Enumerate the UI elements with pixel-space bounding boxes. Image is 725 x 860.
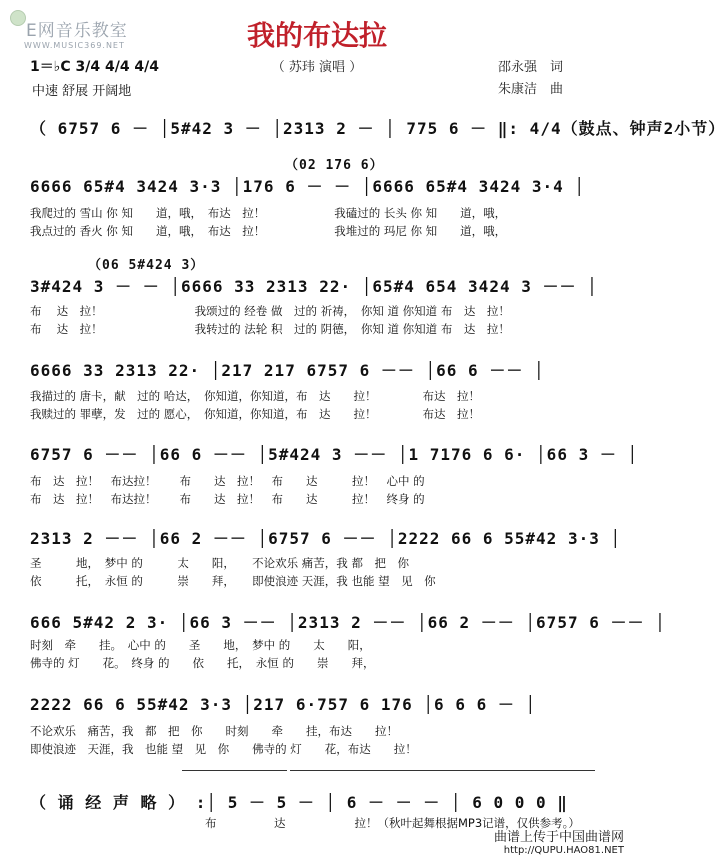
watermark-site: E网音乐教室 (26, 21, 128, 41)
lyrics-verse-1: 时刻 牵 挂。 心中 的 圣 地， 梦中 的 太 阳， (30, 638, 371, 652)
overlay-notation: （06 5#424 3） (88, 258, 205, 273)
footer-source: 曲谱上传于中国曲谱网 (493, 830, 624, 845)
lyrics-verse-2: 依 托， 永恒 的 崇 拜， 即使浪迹 天涯，我 也能 望 见 你 (30, 574, 436, 588)
notation-line: 2222 66 6 55#42 3·3 │217 6·757 6 176 │6 6 6 － │ (30, 695, 537, 714)
notation-line: 6666 33 2313 22· │217 217 6757 6 －－ │66 6 －－ │ (30, 361, 545, 380)
lyrics-verse-1: 我爬过的 雪山 你 知 道，哦， 布达 拉！ 我磕过的 长头 你 知 道，哦， (30, 206, 507, 220)
performer-subtitle: （ 苏玮 演唱 ） (271, 60, 363, 75)
volta-bracket-1 (182, 770, 287, 771)
notation-line: 6757 6 －－ │66 6 －－ │5#424 3 －－ │1 7176 6 6· │66 3 － │ (30, 445, 639, 464)
lyrics-verse-2: 布 达 拉！ 我转过的 法轮 积 过的 阴德， 你知 道 你知道 布 达 拉！ (30, 322, 510, 336)
page-title: 我的布达拉 (246, 19, 387, 52)
volta-bracket-2 (290, 770, 595, 771)
footer-url: http://QUPU.HAO81.NET (503, 845, 624, 856)
lyricist-credit: 邵永强 词 (498, 60, 564, 75)
watermark-url: WWW.MUSIC369.NET (24, 41, 125, 50)
notation-line: 666 5#42 2 3· │66 3 －－ │2313 2 －－ │66 2 －－ │6757 6 －－ │ (30, 613, 666, 632)
notation-line: （ 诵 经 声 略 ） :│ 5 － 5 － │ 6 － － － │ 6 0 0 0 ‖ (30, 793, 568, 812)
lyrics-verse-2: 即使浪迹 天涯，我 也能 望 见 你 佛寺的 灯 花，布达 拉！ (30, 742, 417, 756)
lyrics-verse-2: 我点过的 香火 你 知 道，哦， 布达 拉！ 我堆过的 玛尼 你 知 道，哦， (30, 224, 507, 238)
key-signature: 1＝♭C 3/4 4/4 4/4 (30, 59, 160, 75)
notation-line: 6666 65#4 3424 3·3 │176 6 － － │6666 65#4 3424 3·4 │ (30, 177, 586, 196)
composer-credit: 朱康洁 曲 (498, 82, 564, 97)
lyrics-verse-1: 布 达 拉！ 我颂过的 经卷 做 过的 祈祷， 你知 道 你知道 布 达 拉！ (30, 304, 510, 318)
lyrics-verse-1: 布 达 拉！ 布达拉！ 布 达 拉！ 布 达 拉！ 心中 的 (30, 474, 425, 488)
tempo-marking: 中速 舒展 开阔地 (32, 84, 132, 99)
overlay-notation: （02 176 6） (285, 158, 384, 173)
notation-line: 3#424 3 － － │6666 33 2313 22· │65#4 654 3424 3 －－ │ (30, 277, 598, 296)
lyrics-verse-1: 不论欢乐 痛苦，我 都 把 你 时刻 牵 挂，布达 拉！ (30, 724, 398, 738)
notation-line: 2313 2 －－ │66 2 －－ │6757 6 －－ │2222 66 6 55#42 3·3 │ (30, 529, 622, 548)
lyrics-verse-2: 布 达 拉！ 布达拉！ 布 达 拉！ 布 达 拉！ 终身 的 (30, 492, 425, 506)
lyrics-verse-2: 我赎过的 罪孽，发 过的 愿心， 你知道，你知道，布 达 拉！ 布达 拉！ (30, 407, 481, 421)
lyrics-verse-2: 佛寺的 灯 花。 终身 的 依 托， 永恒 的 崇 拜， (30, 656, 375, 670)
lyrics-verse-1: 圣 地， 梦中 的 太 阳， 不论欢乐 痛苦，我 都 把 你 (30, 556, 409, 570)
notation-line: （ 6757 6 － │5#42 3 － │2313 2 － │ 775 6 － ‖: 4/4（鼓点、钟声2小节） (30, 119, 725, 138)
lyrics-verse-1: 我描过的 唐卡，献 过的 哈达， 你知道，你知道，布 达 拉！ 布达 拉！ (30, 389, 481, 403)
lyrics-verse-1: 布 达 拉！（秋叶起舞根据MP3记谱，仅供参考。） (205, 816, 580, 830)
